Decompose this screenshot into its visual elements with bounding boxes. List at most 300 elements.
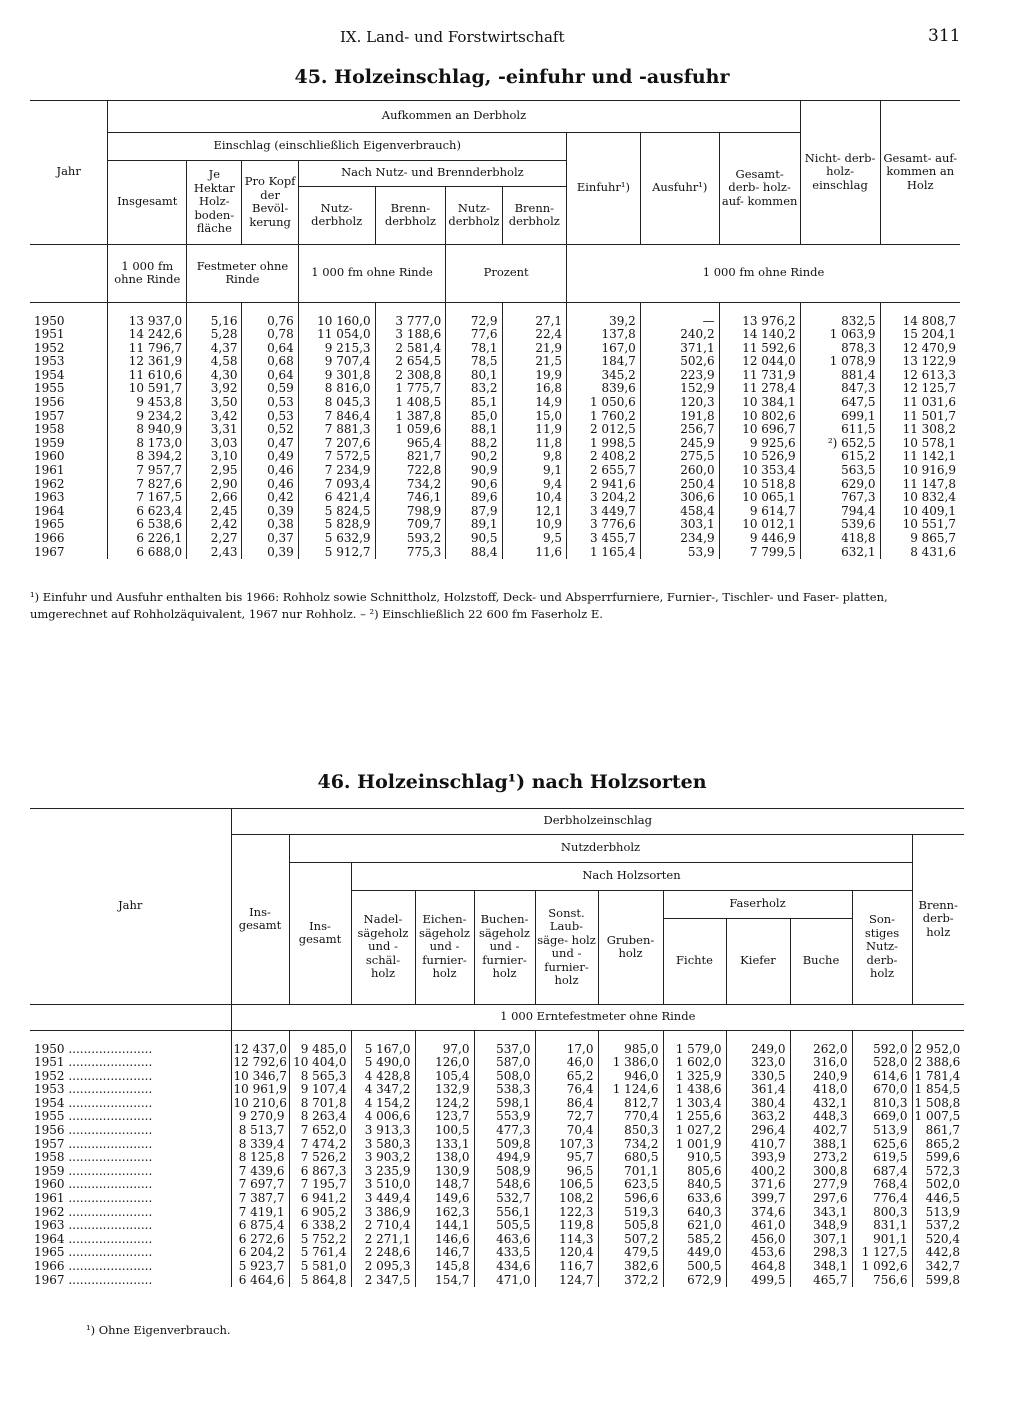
t45-cell: 88,4	[446, 546, 502, 560]
t45-cell: 11 610,6	[108, 369, 187, 383]
t46-cell: 442,8	[912, 1246, 964, 1260]
t45-cell: 418,8	[800, 532, 880, 546]
t46-cell: 494,9	[474, 1151, 535, 1165]
t45-cell: 9 925,6	[719, 437, 800, 451]
t45-cell: —	[640, 302, 719, 328]
t46-cell: 17,0	[535, 1030, 598, 1056]
t45-cell-year: 1962	[34, 476, 65, 491]
t46-cell: 7 474,2	[289, 1138, 351, 1152]
t46-cell: 122,3	[535, 1206, 598, 1220]
t45-cell: 2 941,6	[567, 478, 641, 492]
t46-header-nadel: Nadel- sägeholz und -schäl- holz	[351, 890, 415, 1004]
t46-header-nach-holzsorten: Nach Holzsorten	[351, 862, 912, 890]
table46-body	[30, 1030, 964, 1287]
t45-header-gesamt-holz: Gesamt- auf- kommen an Holz	[880, 100, 960, 244]
t46-cell: 599,6	[912, 1151, 964, 1165]
t45-cell: 502,6	[640, 355, 719, 369]
t46-cell: 625,6	[852, 1138, 912, 1152]
t45-cell: 832,5	[800, 302, 880, 328]
t45-cell: 87,9	[446, 505, 502, 519]
t46-cell: 507,2	[598, 1233, 663, 1247]
t46-cell-year: 1967 ......................	[34, 1272, 153, 1287]
t45-cell: 1 050,6	[567, 396, 641, 410]
t45-cell: 83,2	[446, 382, 502, 396]
t46-row	[30, 1097, 964, 1111]
t46-row	[30, 1165, 964, 1179]
t46-cell-year: 1958 ......................	[34, 1150, 153, 1165]
t46-cell: 316,0	[790, 1056, 852, 1070]
t45-cell: 88,1	[446, 423, 502, 437]
t45-cell: 4,58	[187, 355, 242, 369]
t45-cell: 2 581,4	[375, 342, 446, 356]
t46-cell: 400,2	[726, 1165, 790, 1179]
t46-cell: 133,1	[415, 1138, 474, 1152]
t46-cell: 537,2	[912, 1219, 964, 1233]
t46-header-sonstiges: Son- stiges Nutz- derb- holz	[852, 890, 912, 1004]
t45-cell: 191,8	[640, 410, 719, 424]
t46-cell: 1 781,4	[912, 1070, 964, 1084]
t45-cell: 10 802,6	[719, 410, 800, 424]
t45-cell: 12,1	[502, 505, 567, 519]
t46-cell: 3 235,9	[351, 1165, 415, 1179]
t46-cell-year: 1957 ......................	[34, 1136, 153, 1151]
t46-cell: 548,6	[474, 1178, 535, 1192]
t45-cell: 9,8	[502, 450, 567, 464]
t46-cell: 471,0	[474, 1274, 535, 1288]
t46-row	[30, 1124, 964, 1138]
t46-cell: 513,9	[852, 1124, 912, 1138]
t45-cell: 10 696,7	[719, 423, 800, 437]
t46-cell: 448,3	[790, 1110, 852, 1124]
t45-cell: 8 431,6	[880, 546, 960, 560]
t46-cell: 418,0	[790, 1083, 852, 1097]
t45-header-nutzderbholz-pct: Nutz- derbholz	[446, 186, 502, 244]
t45-cell: 3,50	[187, 396, 242, 410]
t45-cell: 1 760,2	[567, 410, 641, 424]
t46-cell: 910,5	[663, 1151, 726, 1165]
t46-cell: 812,7	[598, 1097, 663, 1111]
t45-cell: 152,9	[640, 382, 719, 396]
t45-header-nichtderb: Nicht- derb- holz- einschlag	[800, 100, 880, 244]
t46-cell: 7 526,2	[289, 1151, 351, 1165]
t46-cell: 553,9	[474, 1110, 535, 1124]
t45-cell: 3 204,2	[567, 491, 641, 505]
t45-cell-year: 1961	[34, 463, 65, 478]
t45-cell: 0,46	[242, 478, 298, 492]
t45-cell: 260,0	[640, 464, 719, 478]
t45-cell: 6 623,4	[108, 505, 187, 519]
t46-cell-year: 1950 ......................	[34, 1041, 153, 1056]
t46-cell: 382,6	[598, 1260, 663, 1274]
t45-cell: 15 204,1	[880, 328, 960, 342]
t45-cell: 563,5	[800, 464, 880, 478]
t45-cell: 0,37	[242, 532, 298, 546]
t46-cell: 800,3	[852, 1206, 912, 1220]
t46-cell: 124,2	[415, 1097, 474, 1111]
t45-cell: 9,5	[502, 532, 567, 546]
t46-cell: 148,7	[415, 1178, 474, 1192]
t46-cell: 840,5	[663, 1178, 726, 1192]
t45-cell: 458,4	[640, 505, 719, 519]
t45-cell: 7 572,5	[298, 450, 375, 464]
t45-cell: 6 421,4	[298, 491, 375, 505]
t45-cell: 10,9	[502, 518, 567, 532]
t46-cell: 120,4	[535, 1246, 598, 1260]
t46-cell: 262,0	[790, 1030, 852, 1056]
t46-cell: 598,1	[474, 1097, 535, 1111]
t46-cell: 107,3	[535, 1138, 598, 1152]
t45-cell-year: 1964	[34, 503, 65, 518]
page-number: 311	[928, 26, 961, 46]
t46-cell: 537,0	[474, 1030, 535, 1056]
t46-cell: 8 513,7	[231, 1124, 289, 1138]
t45-cell: 3 449,7	[567, 505, 641, 519]
t46-row	[30, 1246, 964, 1260]
t45-cell: 9 301,8	[298, 369, 375, 383]
t45-header-jahr: Jahr	[30, 100, 108, 244]
t45-cell: 10 551,7	[880, 518, 960, 532]
t45-cell: 10 832,4	[880, 491, 960, 505]
t45-row	[30, 302, 960, 328]
t46-cell: 810,3	[852, 1097, 912, 1111]
t45-cell: 2 012,5	[567, 423, 641, 437]
t45-cell-year: 1953	[34, 354, 65, 369]
t45-cell: 11 501,7	[880, 410, 960, 424]
t46-cell-year: 1956 ......................	[34, 1123, 153, 1138]
t45-cell: 14 242,6	[108, 328, 187, 342]
t45-cell: 2 655,7	[567, 464, 641, 478]
t45-cell: 72,9	[446, 302, 502, 328]
t46-cell: 6 338,2	[289, 1219, 351, 1233]
t45-cell: 629,0	[800, 478, 880, 492]
t45-cell: 4,30	[187, 369, 242, 383]
t45-cell: 11 308,2	[880, 423, 960, 437]
t46-row	[30, 1219, 964, 1233]
t45-cell: 6 688,0	[108, 546, 187, 560]
t45-cell: 1 998,5	[567, 437, 641, 451]
t45-cell-year: 1954	[34, 367, 65, 382]
table46	[30, 808, 964, 1287]
t45-row	[30, 410, 960, 424]
t45-cell: 10 409,1	[880, 505, 960, 519]
t46-cell: 95,7	[535, 1151, 598, 1165]
t46-cell: 8 125,8	[231, 1151, 289, 1165]
t45-row	[30, 518, 960, 532]
t46-header-fichte: Fichte	[663, 918, 726, 1004]
t46-cell: 374,6	[726, 1206, 790, 1220]
t45-row	[30, 396, 960, 410]
t45-cell: 39,2	[567, 302, 641, 328]
t46-cell: 433,5	[474, 1246, 535, 1260]
t46-cell: 86,4	[535, 1097, 598, 1111]
t45-cell: 11 278,4	[719, 382, 800, 396]
t45-cell: 593,2	[375, 532, 446, 546]
t45-cell: 10 012,1	[719, 518, 800, 532]
t46-cell: 519,3	[598, 1206, 663, 1220]
t46-cell: 72,7	[535, 1110, 598, 1124]
t45-cell: 647,5	[800, 396, 880, 410]
t46-cell: 623,5	[598, 1178, 663, 1192]
t45-cell: 7 799,5	[719, 546, 800, 560]
t46-cell: 2 347,5	[351, 1274, 415, 1288]
t46-header-derbholzeinschlag: Derbholzeinschlag	[231, 808, 964, 834]
t46-cell: 146,6	[415, 1233, 474, 1247]
t45-header-nach-nutz: Nach Nutz- und Brennderbholz	[298, 160, 566, 186]
t45-cell: 137,8	[567, 328, 641, 342]
t46-cell: 10 346,7	[231, 1070, 289, 1084]
t46-cell: 5 581,0	[289, 1260, 351, 1274]
t45-cell: 3 777,0	[375, 302, 446, 328]
t46-cell: 149,6	[415, 1192, 474, 1206]
t45-cell: 5,28	[187, 328, 242, 342]
t46-cell: 307,1	[790, 1233, 852, 1247]
t46-cell: 1 508,8	[912, 1097, 964, 1111]
t45-cell: 0,39	[242, 546, 298, 560]
t46-cell-year: 1953 ......................	[34, 1082, 153, 1097]
t45-header-gesamt-derb: Gesamt- derb- holz- auf- kommen	[719, 132, 800, 244]
t45-row	[30, 382, 960, 396]
t46-row	[30, 1070, 964, 1084]
t45-cell: 8 940,9	[108, 423, 187, 437]
t46-cell: 985,0	[598, 1030, 663, 1056]
t46-cell: 4 006,6	[351, 1110, 415, 1124]
t46-cell: 596,6	[598, 1192, 663, 1206]
t45-header-einfuhr: Einfuhr¹)	[567, 132, 641, 244]
t45-cell: 767,3	[800, 491, 880, 505]
t46-cell: 687,4	[852, 1165, 912, 1179]
t45-cell: 1 775,7	[375, 382, 446, 396]
table45-body	[30, 302, 960, 559]
t45-cell: 12 125,7	[880, 382, 960, 396]
t46-header-nutzderbholz: Nutzderbholz	[289, 834, 912, 862]
t46-cell: 670,0	[852, 1083, 912, 1097]
t45-cell: 2,43	[187, 546, 242, 560]
t45-row	[30, 437, 960, 451]
t46-cell: 3 580,3	[351, 1138, 415, 1152]
t45-cell: 0,49	[242, 450, 298, 464]
t46-cell: 3 386,9	[351, 1206, 415, 1220]
t45-cell: 11 731,9	[719, 369, 800, 383]
t46-cell: 585,2	[663, 1233, 726, 1247]
t46-cell: 619,5	[852, 1151, 912, 1165]
t45-cell: 10 065,1	[719, 491, 800, 505]
t45-cell: 539,6	[800, 518, 880, 532]
t45-cell: 7 234,9	[298, 464, 375, 478]
t45-cell: 303,1	[640, 518, 719, 532]
t46-cell: 298,3	[790, 1246, 852, 1260]
t46-cell: 3 913,3	[351, 1124, 415, 1138]
t46-cell: 348,1	[790, 1260, 852, 1274]
t45-header-nutzderbholz: Nutz- derbholz	[298, 186, 375, 244]
t46-header-eichen: Eichen- sägeholz und -furnier- holz	[415, 890, 474, 1004]
t46-cell: 434,6	[474, 1260, 535, 1274]
t45-row	[30, 369, 960, 383]
t46-cell: 1 001,9	[663, 1138, 726, 1152]
t45-cell: 11,9	[502, 423, 567, 437]
t45-cell: 821,7	[375, 450, 446, 464]
t46-cell: 1 027,2	[663, 1124, 726, 1138]
t45-cell: 4,37	[187, 342, 242, 356]
t45-cell: 5 824,5	[298, 505, 375, 519]
t46-cell: 1 438,6	[663, 1083, 726, 1097]
t46-header-sonst-laub: Sonst. Laub- säge- holz und -furnier- holz	[535, 890, 598, 1004]
t46-cell: 532,7	[474, 1192, 535, 1206]
t45-row	[30, 355, 960, 369]
t46-row	[30, 1110, 964, 1124]
t45-cell: 2,95	[187, 464, 242, 478]
t45-cell: 13 122,9	[880, 355, 960, 369]
t46-cell-year: 1952 ......................	[34, 1068, 153, 1083]
t45-cell-year: 1957	[34, 408, 65, 423]
t45-cell: 7 881,3	[298, 423, 375, 437]
t46-cell: 528,0	[852, 1056, 912, 1070]
t45-cell-year: 1950	[34, 313, 65, 328]
t46-cell-year: 1955 ......................	[34, 1109, 153, 1124]
t45-cell: 3,31	[187, 423, 242, 437]
t45-cell: 734,2	[375, 478, 446, 492]
t45-cell: 0,68	[242, 355, 298, 369]
t45-cell: 2,90	[187, 478, 242, 492]
t46-cell: 1 124,6	[598, 1083, 663, 1097]
t46-cell: 6 464,6	[231, 1274, 289, 1288]
t45-cell: 9 446,9	[719, 532, 800, 546]
t46-cell: 10 404,0	[289, 1056, 351, 1070]
t45-cell: 2 654,5	[375, 355, 446, 369]
t46-cell: 363,2	[726, 1110, 790, 1124]
t46-row	[30, 1192, 964, 1206]
t45-header-ausfuhr: Ausfuhr¹)	[640, 132, 719, 244]
t46-cell: 97,0	[415, 1030, 474, 1056]
t46-cell-year: 1965 ......................	[34, 1245, 153, 1260]
t46-cell: 756,6	[852, 1274, 912, 1288]
t45-cell: 878,3	[800, 342, 880, 356]
t45-cell: 794,4	[800, 505, 880, 519]
t46-cell: 372,2	[598, 1274, 663, 1288]
t45-cell: 88,2	[446, 437, 502, 451]
t45-cell: 0,59	[242, 382, 298, 396]
t46-cell: 8 701,8	[289, 1097, 351, 1111]
t46-row	[30, 1260, 964, 1274]
t45-cell: 223,9	[640, 369, 719, 383]
t46-cell: 6 272,6	[231, 1233, 289, 1247]
t45-cell: 7 846,4	[298, 410, 375, 424]
t46-cell: 116,7	[535, 1260, 598, 1274]
t45-cell: 746,1	[375, 491, 446, 505]
t45-cell: 3,10	[187, 450, 242, 464]
t46-cell: 249,0	[726, 1030, 790, 1056]
t46-cell: 7 387,7	[231, 1192, 289, 1206]
t45-cell: 15,0	[502, 410, 567, 424]
t46-cell: 371,6	[726, 1178, 790, 1192]
t45-cell: 167,0	[567, 342, 641, 356]
t45-cell: 7 167,5	[108, 491, 187, 505]
t45-cell: 12 613,3	[880, 369, 960, 383]
t45-cell: 8 173,0	[108, 437, 187, 451]
t45-cell: 7 093,4	[298, 478, 375, 492]
t45-cell: 345,2	[567, 369, 641, 383]
t45-cell: 21,9	[502, 342, 567, 356]
t46-cell: 65,2	[535, 1070, 598, 1084]
t46-cell: 1 303,4	[663, 1097, 726, 1111]
t46-row	[30, 1274, 964, 1288]
t46-cell: 380,4	[726, 1097, 790, 1111]
t46-cell: 446,5	[912, 1192, 964, 1206]
t46-cell: 587,0	[474, 1056, 535, 1070]
t46-cell: 2 248,6	[351, 1246, 415, 1260]
t45-cell: 234,9	[640, 532, 719, 546]
t45-cell: 22,4	[502, 328, 567, 342]
t45-row	[30, 546, 960, 560]
t45-cell: 10 353,4	[719, 464, 800, 478]
t45-cell: 11 054,0	[298, 328, 375, 342]
t46-cell: 7 697,7	[231, 1178, 289, 1192]
t46-cell: 509,8	[474, 1138, 535, 1152]
t46-cell: 108,2	[535, 1192, 598, 1206]
t46-cell: 100,5	[415, 1124, 474, 1138]
t46-cell: 8 339,4	[231, 1138, 289, 1152]
t45-cell: 1 165,4	[567, 546, 641, 560]
t46-cell: 273,2	[790, 1151, 852, 1165]
t45-cell-year: 1960	[34, 449, 65, 464]
table46-footnote: ¹) Ohne Eigenverbrauch.	[86, 1323, 231, 1337]
t45-cell: 0,38	[242, 518, 298, 532]
t46-header-gruben: Gruben- holz	[598, 890, 663, 1004]
t46-cell: 4 428,8	[351, 1070, 415, 1084]
t45-cell: 13 937,0	[108, 302, 187, 328]
t45-cell: 78,5	[446, 355, 502, 369]
t46-cell: 402,7	[790, 1124, 852, 1138]
t45-cell: 371,1	[640, 342, 719, 356]
t46-cell: 1 127,5	[852, 1246, 912, 1260]
t46-cell-year: 1963 ......................	[34, 1218, 153, 1233]
t45-cell: 13 976,2	[719, 302, 800, 328]
t46-cell: 124,7	[535, 1274, 598, 1288]
t46-cell: 138,0	[415, 1151, 474, 1165]
t45-cell: 0,76	[242, 302, 298, 328]
t45-cell: 11 031,6	[880, 396, 960, 410]
t45-cell-year: 1966	[34, 531, 65, 545]
t45-cell: 85,0	[446, 410, 502, 424]
t46-cell: 146,7	[415, 1246, 474, 1260]
t46-cell: 399,7	[726, 1192, 790, 1206]
t46-header-nutz-insgesamt: Ins- gesamt	[289, 862, 351, 1004]
t45-cell: 881,4	[800, 369, 880, 383]
t45-cell: 3 188,6	[375, 328, 446, 342]
t45-cell: 9 215,3	[298, 342, 375, 356]
t46-unit: 1 000 Erntefestmeter ohne Rinde	[231, 1004, 964, 1030]
t45-cell: 9,1	[502, 464, 567, 478]
t45-header-aufkommen: Aufkommen an Derbholz	[108, 100, 800, 132]
t45-cell: 0,39	[242, 505, 298, 519]
t45-cell: 3 776,6	[567, 518, 641, 532]
t46-cell: 96,5	[535, 1165, 598, 1179]
t46-cell: 6 204,2	[231, 1246, 289, 1260]
t45-cell: 10 384,1	[719, 396, 800, 410]
t45-cell-year: 1955	[34, 381, 65, 396]
t45-cell: 80,1	[446, 369, 502, 383]
t45-cell: 1 059,6	[375, 423, 446, 437]
t46-cell: 499,5	[726, 1274, 790, 1288]
t45-cell: 245,9	[640, 437, 719, 451]
t45-cell: 89,6	[446, 491, 502, 505]
t46-cell: 130,9	[415, 1165, 474, 1179]
t46-cell: 1 579,0	[663, 1030, 726, 1056]
t46-cell: 464,8	[726, 1260, 790, 1274]
t46-cell: 477,3	[474, 1124, 535, 1138]
t46-cell: 277,9	[790, 1178, 852, 1192]
t45-cell: ²) 652,5	[800, 437, 880, 451]
t46-cell: 2 271,1	[351, 1233, 415, 1247]
